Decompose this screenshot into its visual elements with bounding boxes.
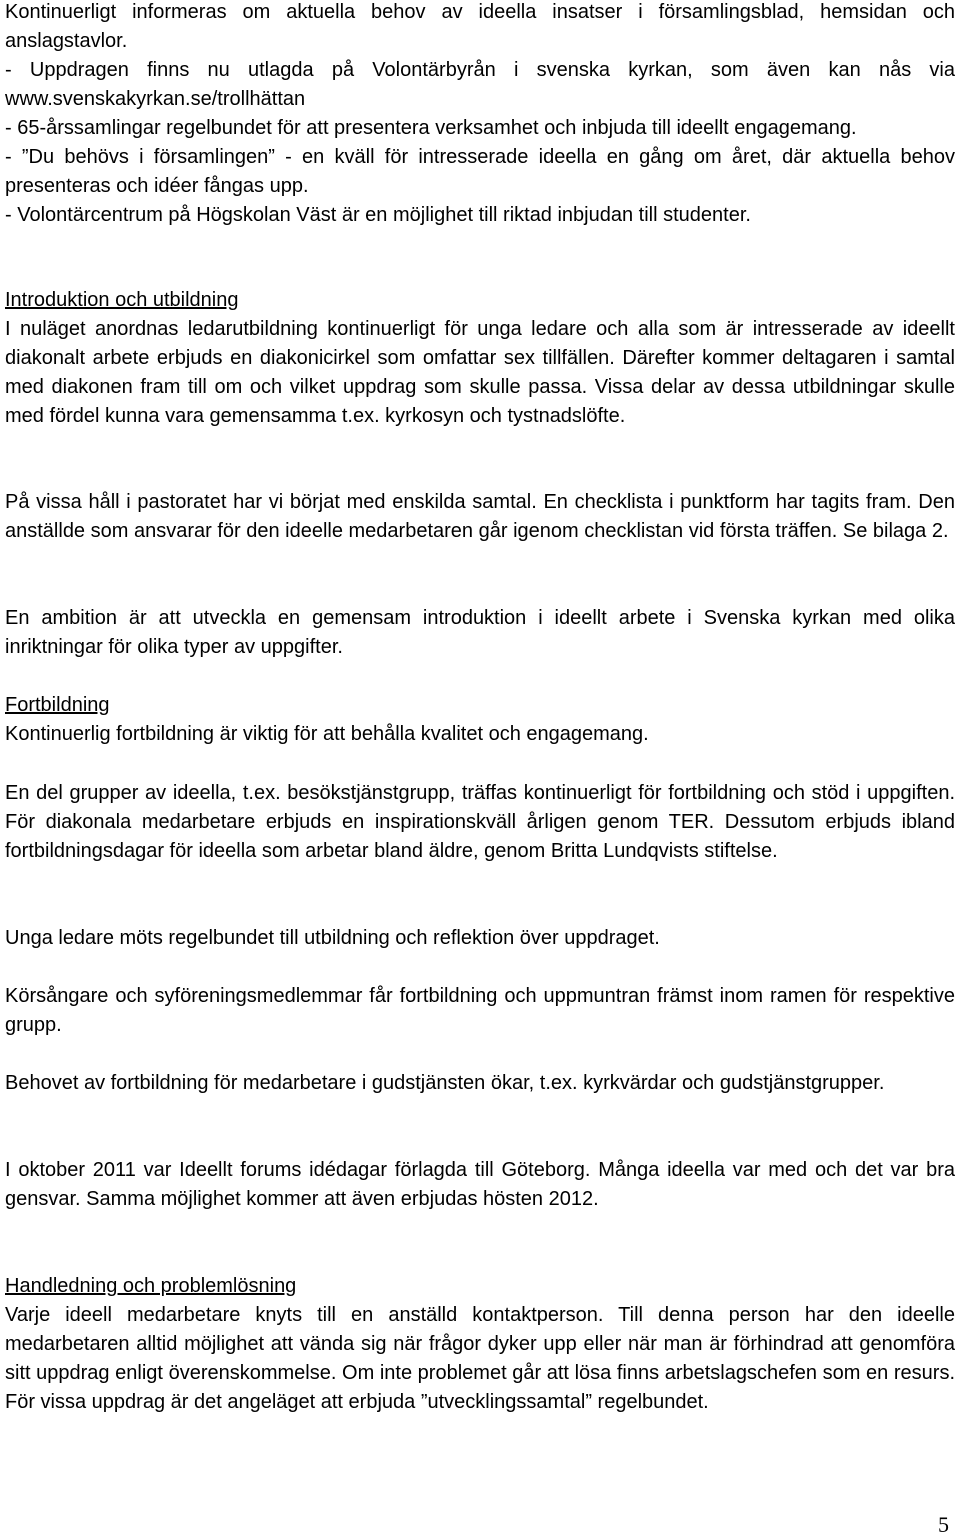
page-number: 5 xyxy=(938,1512,949,1537)
section-heading-fortbildning: Fortbildning xyxy=(5,694,110,716)
section-heading-handledning: Handledning och problemlösning xyxy=(5,1275,297,1297)
paragraph: Kontinuerlig fortbildning är viktig för att behålla kvalitet och engagemang. xyxy=(5,723,649,745)
fortbildning-section xyxy=(5,691,955,749)
handledning-section xyxy=(5,1272,955,1417)
paragraph: I oktober 2011 var Ideellt forums idédagar förlagda till Göteborg. Många ideella var med och det var bra gensvar. Samma möjlighet kommer att även erbjudas hösten 2012. xyxy=(5,1159,955,1210)
intro-line: - 65-årssamlingar regelbundet för att presentera verksamhet och inbjuda till ideellt engagemang. xyxy=(5,117,857,139)
intro-line: - Uppdragen finns nu utlagda på Volontärbyrån i svenska kyrkan, som även kan nås via www.svenskakyrkan.se/trollhättan xyxy=(5,59,955,110)
intro-line: Kontinuerligt informeras om aktuella behov av ideella insatser i församlingsblad, hemsidan och anslagstavlor. xyxy=(5,1,955,52)
paragraph: En ambition är att utveckla en gemensam introduktion i ideellt arbete i Svenska kyrkan med olika inriktningar för olika typer av uppgifter. xyxy=(5,607,955,658)
intro-line: - ”Du behövs i församlingen” - en kväll för intresserade ideella en gång om året, där aktuella behov presenteras och idéer fångas upp. xyxy=(5,146,955,197)
intro-line: - Volontärcentrum på Högskolan Väst är en möjlighet till riktad inbjudan till studenter. xyxy=(5,204,751,226)
introduktion-section xyxy=(5,286,955,431)
paragraph: I nuläget anordnas ledarutbildning kontinuerligt för unga ledare och alla som är intresserade av ideellt diakonalt arbete erbjuds en diakonicirkel som omfattar sex tillfällen. Därefter kommer deltagaren i samtal med diakonen fram till om och vilket uppdrag som skulle passa. Vissa delar av dessa utbildningar skulle med fördel kunna vara gemensamma t.ex. kyrkosyn och tystnadslöfte. xyxy=(5,318,955,427)
section-heading-introduktion: Introduktion och utbildning xyxy=(5,289,239,311)
paragraph: På vissa håll i pastoratet har vi börjat med enskilda samtal. En checklista i punktform har tagits fram. Den anställde som ansvarar för den ideelle medarbetaren går igenom checklistan vid första träffen. Se bilaga 2. xyxy=(5,491,955,542)
paragraph: Behovet av fortbildning för medarbetare i gudstjänsten ökar, t.ex. kyrkvärdar och gudstjänstgrupper. xyxy=(5,1072,885,1094)
intro-list xyxy=(5,0,955,230)
paragraph: Unga ledare möts regelbundet till utbildning och reflektion över uppdraget. xyxy=(5,927,660,949)
paragraph: En del grupper av ideella, t.ex. besökstjänstgrupp, träffas kontinuerligt för fortbildning och stöd i uppgiften. För diakonala medarbetare erbjuds en inspirationskväll årligen genom TER. Dessutom erbjuds ibland fortbildningsdagar för ideella som arbetar bland äldre, genom Britta Lundqvists stiftelse. xyxy=(5,782,955,862)
paragraph: Varje ideell medarbetare knyts till en anställd kontaktperson. Till denna person har den ideelle medarbetaren alltid möjlighet att vända sig när frågor dyker upp eller när man är förhindrad att genomföra sitt uppdrag enligt överenskommelse. Om inte problemet går att lösa finns arbetslagschefen som en resurs. För vissa uppdrag är det angeläget att erbjuda ”utvecklingssamtal” regelbundet. xyxy=(5,1304,955,1413)
paragraph: Körsångare och syföreningsmedlemmar får fortbildning och uppmuntran främst inom ramen för respektive grupp. xyxy=(5,985,955,1036)
